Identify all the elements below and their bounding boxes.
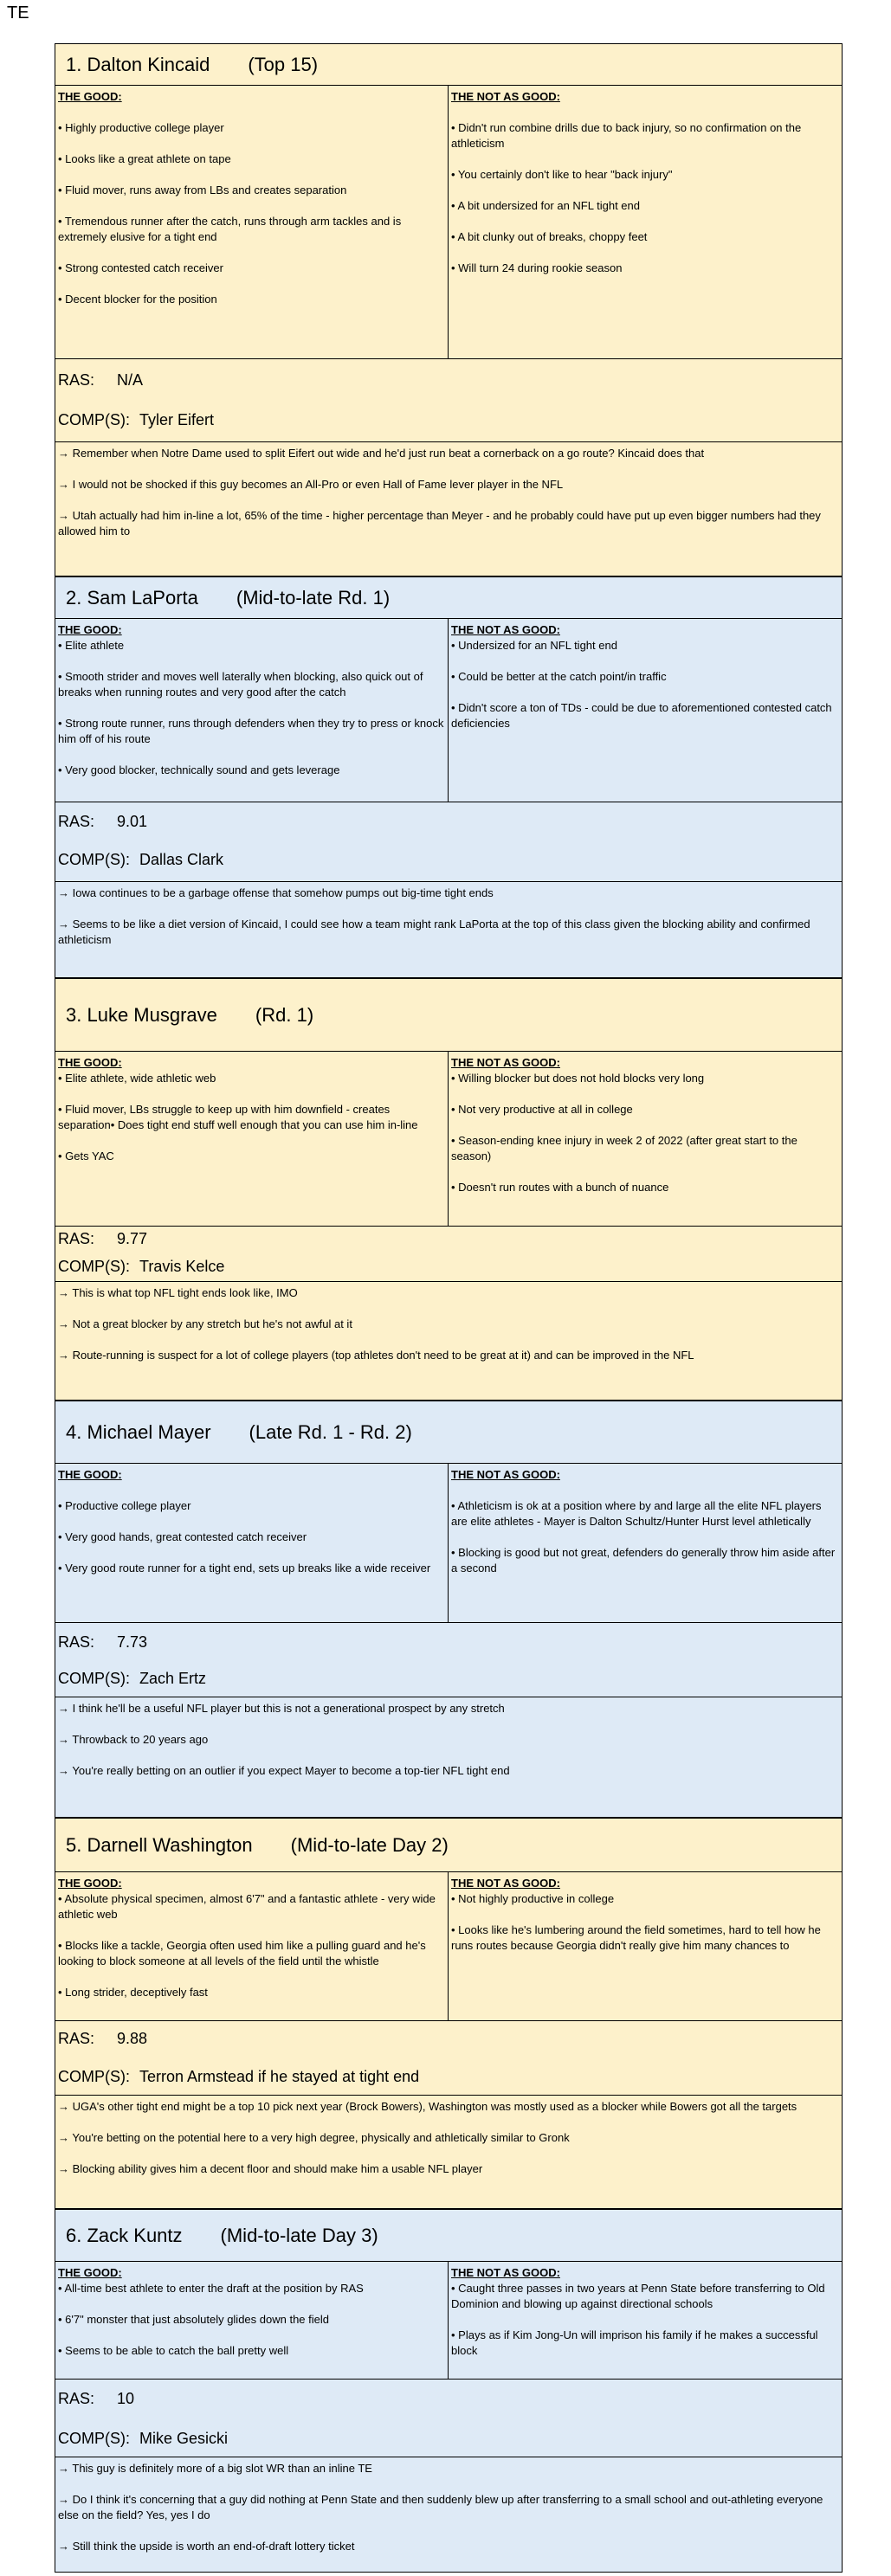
not-good-heading: THE NOT AS GOOD:: [451, 1877, 560, 1890]
comps-row: [58, 2068, 419, 2086]
not-good-column: [449, 2262, 842, 2379]
player-rank: 6.: [66, 2224, 82, 2246]
good-item: • Highly productive college player: [58, 121, 224, 134]
note-item: → Seems to be like a diet version of Kincaid, I could see how a team might rank LaPorta at the top of this class given the blocking ability and confirmed athleticism: [58, 918, 810, 946]
player-tier: (Rd. 1): [255, 1003, 314, 1026]
good-heading: THE GOOD:: [58, 623, 122, 636]
note-item: → Do I think it's concerning that a guy did nothing at Penn State and then suddenly blew up after transferring to a small school and out-athleting everyone else on the field? Yes, yes I do: [58, 2493, 823, 2521]
not-good-heading: THE NOT AS GOOD:: [451, 623, 560, 636]
notes-block: [55, 2096, 842, 2180]
good-column: [55, 1464, 449, 1622]
good-item: • Fluid mover, LBs struggle to keep up with him downfield - creates separation• Does tight end stuff well enough that you can use him in-line: [58, 1103, 418, 1131]
not-good-column: [449, 1464, 842, 1622]
page-title: TE: [7, 3, 29, 23]
good-item: • 6'7" monster that just absolutely glides down the field: [58, 2313, 329, 2326]
comps-value: Zach Ertz: [139, 1670, 207, 1687]
player-header: [55, 1401, 842, 1464]
ras-row: [58, 813, 147, 831]
good-item: • Long strider, deceptively fast: [58, 1986, 208, 1999]
comps-label: COMP(S):: [58, 1670, 130, 1687]
good-item: • Absolute physical specimen, almost 6'7" and a fantastic athlete - very wide athletic web: [58, 1892, 436, 1921]
note-item: → Route-running is suspect for a lot of college players (top athletes don't need to be great at it) and can be improved in the NFL: [58, 1349, 694, 1362]
player-card-5: [55, 1818, 843, 2209]
not-good-heading: THE NOT AS GOOD:: [451, 2266, 560, 2279]
not-good-item: • A bit clunky out of breaks, choppy feet: [451, 230, 648, 243]
ras-value: 9.77: [117, 1230, 148, 1247]
stats-block: [55, 359, 842, 442]
comps-row: [58, 2430, 228, 2448]
evaluation-columns: [55, 2262, 842, 2380]
good-item: • Elite athlete, wide athletic web: [58, 1072, 216, 1085]
good-item: • Smooth strider and moves well laterally when blocking, also quick out of breaks when running routes and very good after the catch: [58, 670, 423, 699]
player-card-3: [55, 978, 843, 1401]
player-card-2: [55, 576, 843, 978]
notes-block: [55, 882, 842, 951]
player-header: [55, 2210, 842, 2262]
ras-label: RAS:: [58, 1230, 95, 1247]
note-item: → This is what top NFL tight ends look like, IMO: [58, 1286, 298, 1299]
not-good-column: [449, 86, 842, 358]
not-good-item: • Undersized for an NFL tight end: [451, 639, 617, 652]
good-heading: THE GOOD:: [58, 90, 122, 103]
ras-label: RAS:: [58, 813, 95, 830]
not-good-item: • Will turn 24 during rookie season: [451, 261, 623, 274]
player-name: Michael Mayer: [87, 1420, 211, 1443]
good-item: • Decent blocker for the position: [58, 293, 217, 306]
player-name: Sam LaPorta: [87, 586, 198, 609]
note-item: → You're really betting on an outlier if you expect Mayer to become a top-tier NFL tight end: [58, 1764, 510, 1777]
notes-block: [55, 2457, 842, 2558]
note-item: → Not a great blocker by any stretch but he's not awful at it: [58, 1317, 352, 1330]
good-item: • Productive college player: [58, 1499, 191, 1512]
player-name: Zack Kuntz: [87, 2224, 183, 2246]
notes-block: [55, 442, 842, 543]
ras-label: RAS:: [58, 1633, 95, 1651]
note-item: → UGA's other tight end might be a top 10 pick next year (Brock Bowers), Washington was mostly used as a blocker while Bowers got all the targets: [58, 2100, 797, 2113]
player-card-1: [55, 43, 843, 576]
not-good-item: • A bit undersized for an NFL tight end: [451, 199, 640, 212]
note-item: → I would not be shocked if this guy becomes an All-Pro or even Hall of Fame lever player in the NFL: [58, 478, 564, 491]
not-good-column: [449, 619, 842, 802]
good-column: [55, 86, 449, 358]
notes-block: [55, 1282, 842, 1367]
player-tier: (Mid-to-late Day 2): [290, 1833, 449, 1856]
comps-value: Terron Armstead if he stayed at tight end: [139, 2068, 420, 2085]
comps-row: [58, 851, 223, 869]
notes-block: [55, 1697, 842, 1782]
note-item: → Blocking ability gives him a decent floor and should make him a usable NFL player: [58, 2162, 483, 2175]
not-good-item: • Didn't run combine drills due to back injury, so no confirmation on the athleticism: [451, 121, 802, 150]
ras-value: 9.01: [117, 813, 148, 830]
good-item: • Gets YAC: [58, 1150, 114, 1162]
ras-row: [58, 2030, 147, 2048]
good-item: • Very good route runner for a tight end, sets up breaks like a wide receiver: [58, 1562, 431, 1575]
player-name: Luke Musgrave: [87, 1003, 217, 1026]
good-item: • Elite athlete: [58, 639, 125, 652]
note-item: → I think he'll be a useful NFL player but this is not a generational prospect by any stretch: [58, 1702, 505, 1715]
evaluation-columns: [55, 1464, 842, 1623]
good-item: • Very good blocker, technically sound and gets leverage: [58, 763, 340, 776]
ras-row: [58, 371, 143, 390]
not-good-item: • Blocking is good but not great, defenders do generally throw him aside after a second: [451, 1546, 836, 1575]
stats-block: [55, 802, 842, 882]
note-item: → Utah actually had him in-line a lot, 65% of the time - higher percentage than Meyer - and he probably could have put up even bigger numbers had they allowed him to: [58, 509, 821, 538]
note-item: → This guy is definitely more of a big slot WR than an inline TE: [58, 2462, 372, 2475]
evaluation-columns: [55, 1052, 842, 1227]
player-card-4: [55, 1401, 843, 1818]
note-item: → Still think the upside is worth an end-of-draft lottery ticket: [58, 2540, 355, 2553]
good-column: [55, 2262, 449, 2379]
evaluation-columns: [55, 619, 842, 802]
not-good-heading: THE NOT AS GOOD:: [451, 90, 560, 103]
player-card-6: [55, 2209, 843, 2573]
not-good-column: [449, 1872, 842, 2020]
evaluation-columns: [55, 1872, 842, 2021]
ras-row: [58, 1230, 147, 1248]
not-good-item: • Looks like he's lumbering around the field sometimes, hard to tell how he runs routes because Georgia didn't really give him many chances to: [451, 1923, 821, 1952]
not-good-item: • Doesn't run routes with a bunch of nuance: [451, 1181, 669, 1194]
not-good-column: [449, 1052, 842, 1226]
player-header: [55, 1819, 842, 1872]
note-item: → Iowa continues to be a garbage offense that somehow pumps out big-time tight ends: [58, 886, 494, 899]
good-item: • Fluid mover, runs away from LBs and creates separation: [58, 184, 347, 196]
good-column: [55, 619, 449, 802]
good-heading: THE GOOD:: [58, 1877, 122, 1890]
player-name: Dalton Kincaid: [87, 53, 210, 75]
ras-label: RAS:: [58, 371, 95, 389]
player-rank: 2.: [66, 586, 82, 609]
ras-value: 9.88: [117, 2030, 148, 2047]
comps-row: [58, 1258, 224, 1276]
player-rank: 3.: [66, 1003, 82, 1026]
evaluation-columns: [55, 86, 842, 359]
player-rank: 5.: [66, 1833, 82, 1856]
good-item: • Tremendous runner after the catch, runs through arm tackles and is extremely elusive for a tight end: [58, 215, 402, 243]
not-good-item: • Caught three passes in two years at Penn State before transferring to Old Dominion and blowing up against directional schools: [451, 2282, 825, 2310]
ras-value: 7.73: [117, 1633, 148, 1651]
not-good-item: • Could be better at the catch point/in traffic: [451, 670, 667, 683]
comps-label: COMP(S):: [58, 411, 130, 428]
not-good-item: • Not very productive at all in college: [451, 1103, 633, 1116]
ras-label: RAS:: [58, 2030, 95, 2047]
comps-label: COMP(S):: [58, 1258, 130, 1275]
comps-value: Mike Gesicki: [139, 2430, 229, 2447]
not-good-item: • Not highly productive in college: [451, 1892, 615, 1905]
comps-value: Tyler Eifert: [139, 411, 215, 428]
stats-block: [55, 2380, 842, 2457]
note-item: → Remember when Notre Dame used to split Eifert out wide and he'd just run beat a cornerback on a go route? Kincaid does that: [58, 447, 705, 460]
comps-label: COMP(S):: [58, 851, 130, 868]
player-header: [55, 44, 842, 86]
player-tier: (Top 15): [248, 53, 319, 75]
not-good-heading: THE NOT AS GOOD:: [451, 1468, 560, 1481]
comps-row: [58, 1670, 206, 1688]
stats-block: [55, 2021, 842, 2096]
player-header: [55, 979, 842, 1052]
good-item: • Strong route runner, runs through defenders when they try to press or knock him off of his route: [58, 717, 444, 745]
good-item: • Very good hands, great contested catch receiver: [58, 1530, 307, 1543]
note-item: → You're betting on the potential here to a very high degree, physically and athletically similar to Gronk: [58, 2131, 570, 2144]
ras-value: N/A: [117, 371, 144, 389]
ras-row: [58, 1633, 147, 1652]
comps-row: [58, 411, 214, 429]
good-item: • Looks like a great athlete on tape: [58, 152, 231, 165]
ras-value: 10: [117, 2390, 135, 2407]
comps-value: Travis Kelce: [139, 1258, 225, 1275]
not-good-item: • Plays as if Kim Jong-Un will imprison his family if he makes a successful block: [451, 2328, 818, 2357]
good-item: • All-time best athlete to enter the draft at the position by RAS: [58, 2282, 364, 2295]
good-heading: THE GOOD:: [58, 1056, 122, 1069]
good-column: [55, 1872, 449, 2020]
good-item: • Seems to be able to catch the ball pretty well: [58, 2344, 289, 2357]
good-heading: THE GOOD:: [58, 2266, 122, 2279]
comps-label: COMP(S):: [58, 2430, 130, 2447]
player-name: Darnell Washington: [87, 1833, 253, 1856]
not-good-item: • Season-ending knee injury in week 2 of 2022 (after great start to the season): [451, 1134, 797, 1162]
not-good-item: • Didn't score a ton of TDs - could be due to aforementioned contested catch deficiencies: [451, 701, 832, 730]
ras-label: RAS:: [58, 2390, 95, 2407]
comps-label: COMP(S):: [58, 2068, 130, 2085]
player-tier: (Late Rd. 1 - Rd. 2): [249, 1420, 412, 1443]
good-heading: THE GOOD:: [58, 1468, 122, 1481]
not-good-item: • Athleticism is ok at a position where by and large all the elite NFL players are elite athletes - Mayer is Dalton Schultz/Hunter Hurst level athletically: [451, 1499, 822, 1528]
player-rank: 1.: [66, 53, 82, 75]
not-good-heading: THE NOT AS GOOD:: [451, 1056, 560, 1069]
not-good-item: • You certainly don't like to hear "back injury": [451, 168, 673, 181]
player-tier: (Mid-to-late Rd. 1): [236, 586, 391, 609]
stats-block: [55, 1227, 842, 1282]
comps-value: Dallas Clark: [139, 851, 224, 868]
stats-block: [55, 1623, 842, 1697]
player-tier: (Mid-to-late Day 3): [220, 2224, 378, 2246]
player-rank: 4.: [66, 1420, 82, 1443]
good-item: • Strong contested catch receiver: [58, 261, 223, 274]
ras-row: [58, 2390, 134, 2408]
not-good-item: • Willing blocker but does not hold blocks very long: [451, 1072, 705, 1085]
good-item: • Blocks like a tackle, Georgia often used him like a pulling guard and he's looking to block someone at all levels of the field until the whistle: [58, 1939, 426, 1967]
player-header: [55, 577, 842, 619]
note-item: → Throwback to 20 years ago: [58, 1733, 209, 1746]
good-column: [55, 1052, 449, 1226]
